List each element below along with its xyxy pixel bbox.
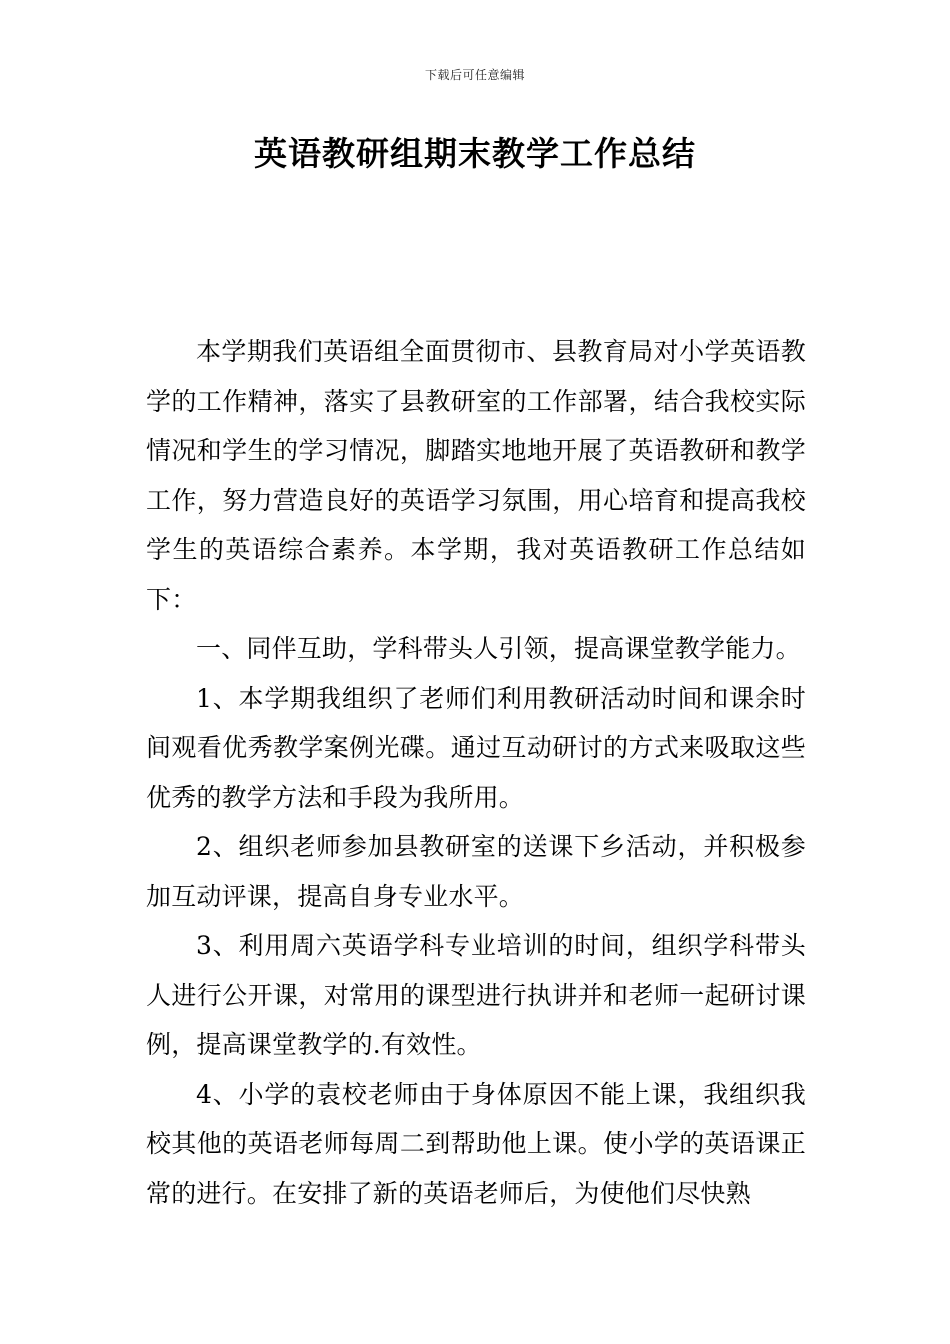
paragraph-item-2: 2、组织老师参加县教研室的送课下乡活动，并积极参加互动评课，提高自身专业水平。 (146, 832, 806, 911)
document-title: 英语教研组期末教学工作总结 (254, 134, 696, 173)
paragraph-item-4: 4、小学的袁校老师由于身体原因不能上课，我组织我校其他的英语老师每周二到帮助他上课。使小学的英语课正常的进行。在安排了新的英语老师后，为使他们尽快熟 (146, 1079, 806, 1208)
paragraph-intro: 本学期我们英语组全面贯彻市、县教育局对小学英语教学的工作精神，落实了县教研室的工作部署，结合我校实际情况和学生的学习情况，脚踏实地地开展了英语教研和教学工作，努力营造良好的英语学习氛围，用心培育和提高我校学生的英语综合素养。本学期，我对英语教研工作总结如下： (146, 337, 806, 614)
paragraph-item-3: 3、利用周六英语学科专业培训的时间，组织学科带头人进行公开课，对常用的课型进行执讲并和老师一起研讨课例，提高课堂教学的.有效性。 (146, 931, 806, 1059)
paragraph-section-heading: 一、同伴互助，学科带头人引领，提高课堂教学能力。 (196, 634, 801, 663)
document-body (146, 327, 806, 1218)
paragraph-item-1: 1、本学期我组织了老师们利用教研活动时间和课余时间观看优秀教学案例光碟。通过互动研讨的方式来吸取这些优秀的教学方法和手段为我所用。 (146, 683, 806, 812)
header-note: 下载后可任意编辑 (424, 68, 525, 82)
